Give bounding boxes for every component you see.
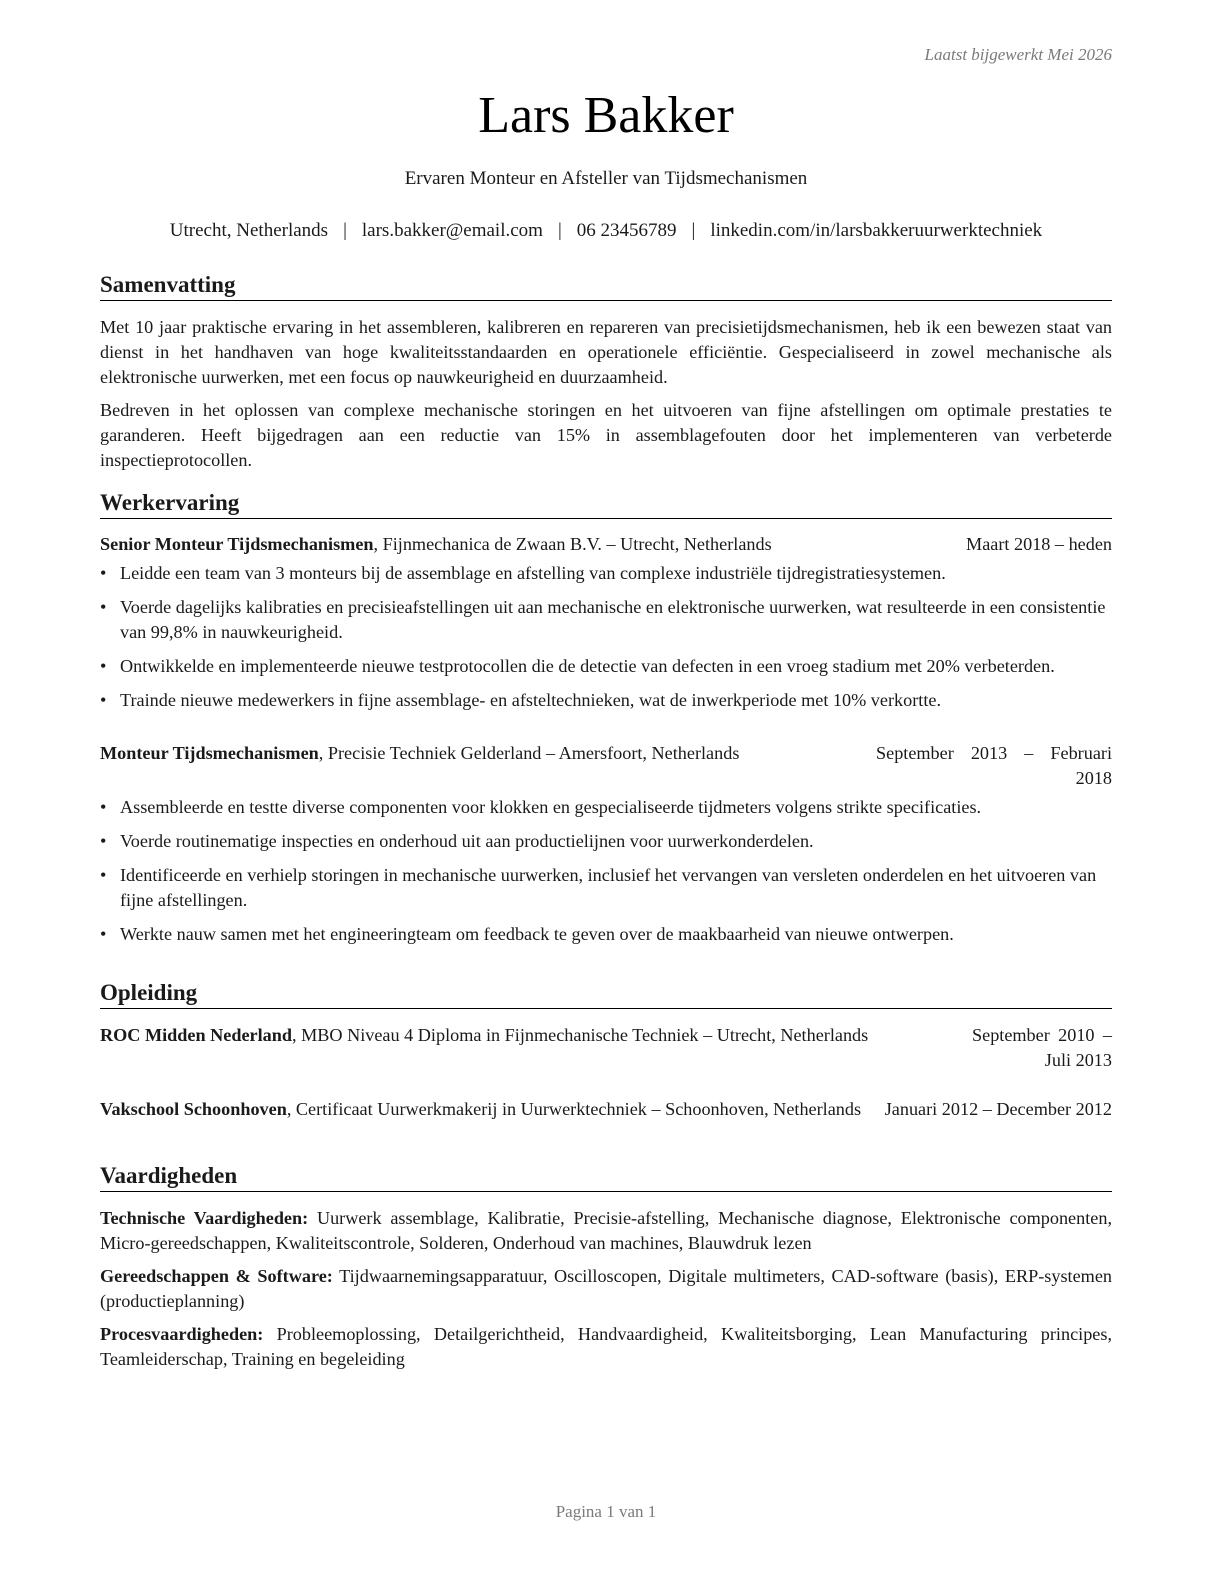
list-item: • Werkte nauw samen met het engineeringteam om feedback te geven over de maakbaarheid van nieuwe ontwerpen. (100, 922, 1112, 947)
skills-heading: Vaardigheden (100, 1161, 1112, 1192)
summary-paragraph: Met 10 jaar praktische ervaring in het assembleren, kalibreren en repareren van precisietijdsmechanismen, heb ik een bewezen staat van dienst in het handhaven van hoge kwaliteitsstandaarden en operationele efficiëntie. Gespecialiseerd in zowel mechanische als elektronische uurwerken, met een focus op nauwkeurigheid en duurzaamheid. (100, 317, 1112, 387)
summary-section (100, 270, 1112, 473)
job-title: Senior Monteur Tijdsmechanismen (100, 534, 374, 554)
education-dates: Januari 2012 – December 2012 (884, 1099, 1112, 1119)
candidate-subtitle: Ervaren Monteur en Afsteller van Tijdsmechanismen (404, 168, 808, 189)
contact-location: Utrecht, Netherlands (169, 220, 329, 241)
skill-label: Procesvaardigheden: (100, 1324, 264, 1344)
summary-paragraph: Bedreven in het oplossen van complexe mechanische storingen en het uitvoeren van fijne afstellingen om optimale prestaties te garanderen. Heeft bijgedragen aan een reductie van 15% in assemblagefouten door het implementeren van verbeterde inspectieprotocollen. (100, 400, 1112, 470)
job-dates: Maart 2018 – heden (966, 534, 1112, 554)
education-entry (100, 1097, 1112, 1122)
bullet-icon: • (100, 597, 107, 617)
education-section (100, 978, 1112, 1122)
job-header (100, 741, 1112, 791)
job-dates: September 2013 – Februari 2018 (876, 743, 1112, 788)
education-detail: , MBO Niveau 4 Diploma in Fijnmechanische Techniek – Utrecht, Netherlands (292, 1025, 869, 1045)
skill-group (100, 1264, 1112, 1314)
job-entry (100, 741, 1112, 947)
list-item: • Voerde dagelijks kalibraties en precisieafstellingen uit aan mechanische en elektronische uurwerken, wat resulteerde in een consistentie van 99,8% in nauwkeurigheid. (100, 597, 1106, 642)
school-name: Vakschool Schoonhoven (100, 1099, 287, 1119)
list-item: • Trainde nieuwe medewerkers in fijne assemblage- en afsteltechnieken, wat de inwerkperiode met 10% verkortte. (100, 688, 1112, 713)
job-company: , Fijnmechanica de Zwaan B.V. – Utrecht, Netherlands (373, 534, 772, 554)
list-item: • Ontwikkelde en implementeerde nieuwe testprotocollen die de detectie van defecten in een vroeg stadium met 20% verbeterden. (100, 654, 1112, 679)
skill-values: Uurwerk assemblage, Kalibratie, Precisie-afstelling, Mechanische diagnose, Elektronische componenten, Micro-gereedschappen, Kwaliteitscontrole, Solderen, Onderhoud van machines, Blauwdruk lezen (100, 1208, 1112, 1253)
job-entry (100, 532, 1112, 713)
contact-phone: 06 23456789 (576, 220, 677, 241)
contact-separator: | (691, 220, 696, 241)
last-updated: Laatst bijgewerkt Mei 2026 (924, 45, 1112, 64)
list-item: • Identificeerde en verhielp storingen in mechanische uurwerken, inclusief het vervangen van versleten onderdelen en het uitvoeren van fijne afstellingen. (100, 865, 1097, 910)
bullet-icon: • (100, 865, 107, 885)
education-heading: Opleiding (100, 978, 1112, 1009)
skill-values: Probleemoplossing, Detailgerichtheid, Handvaardigheid, Kwaliteitsborging, Lean Manufacturing principes, Teamleiderschap, Training en begeleiding (100, 1324, 1112, 1369)
education-detail: , Certificaat Uurwerkmakerij in Uurwerktechniek – Schoonhoven, Netherlands (286, 1099, 862, 1119)
skill-group (100, 1206, 1112, 1256)
school-name: ROC Midden Nederland (100, 1025, 292, 1045)
experience-section (100, 488, 1112, 947)
job-company: , Precisie Techniek Gelderland – Amersfoort, Netherlands (318, 743, 740, 763)
bullet-icon: • (100, 924, 107, 944)
bullet-icon: • (100, 656, 107, 676)
page-number: Pagina 1 van 1 (555, 1502, 657, 1521)
contact-separator: | (343, 220, 347, 241)
bullet-icon: • (100, 797, 107, 817)
education-header (100, 1097, 1112, 1122)
list-item: • Voerde routinematige inspecties en onderhoud uit aan productielijnen voor uurwerkonderdelen. (100, 829, 1112, 854)
skill-values: Tijdwaarnemingsapparatuur, Oscilloscopen, Digitale multimeters, CAD-software (basis), ERP-systemen (productieplanning) (100, 1266, 1112, 1311)
list-item: • Assembleerde en testte diverse componenten voor klokken en gespecialiseerde tijdmeters volgens strikte specificaties. (100, 795, 1112, 820)
skill-group (100, 1322, 1112, 1372)
education-entry (100, 1023, 1112, 1073)
education-dates: September 2010 – Juli 2013 (972, 1025, 1112, 1070)
job-header (100, 532, 1112, 557)
job-bullets (100, 795, 1112, 947)
contact-linkedin[interactable]: linkedin.com/in/larsbakkeruurwerktechniek (710, 220, 1043, 241)
contact-line (100, 220, 1112, 242)
contact-email[interactable]: lars.bakker@email.com (361, 220, 543, 241)
experience-heading: Werkervaring (100, 488, 1112, 519)
candidate-name: Lars Bakker (478, 87, 734, 144)
list-item: • Leidde een team van 3 monteurs bij de assemblage en afstelling van complexe industriële tijdregistratiesystemen. (100, 561, 1112, 586)
bullet-icon: • (100, 831, 107, 851)
contact-separator: | (557, 220, 562, 241)
job-title: Monteur Tijdsmechanismen (100, 743, 319, 763)
resume-page (100, 0, 1112, 1584)
skill-label: Technische Vaardigheden: (100, 1208, 309, 1228)
skill-label: Gereedschappen & Software: (100, 1266, 333, 1286)
summary-heading: Samenvatting (100, 270, 1112, 301)
skills-section (100, 1161, 1112, 1372)
education-header (100, 1023, 1112, 1073)
bullet-icon: • (100, 563, 107, 583)
job-bullets (100, 561, 1112, 713)
bullet-icon: • (100, 690, 107, 710)
